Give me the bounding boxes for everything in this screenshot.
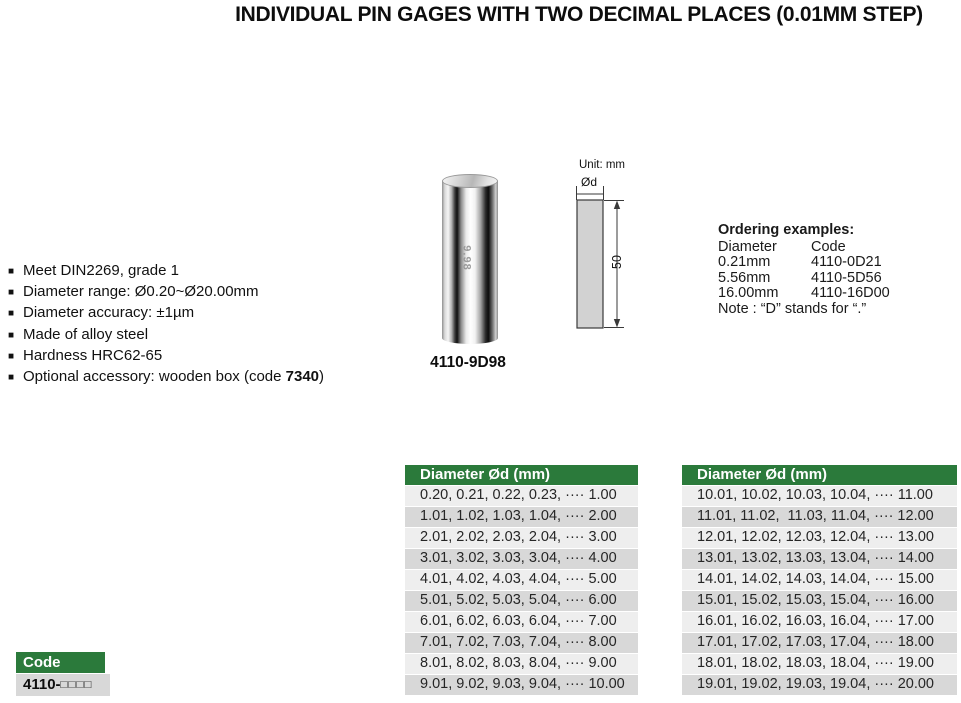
bullet-square-icon: ■ xyxy=(8,372,15,384)
model-number-label: 4110-9D98 xyxy=(430,354,506,371)
diameter-dim-label: Ød xyxy=(581,175,598,189)
ordering-diameter: 0.21mm xyxy=(718,254,771,271)
code-box-value xyxy=(16,674,110,696)
table-row: 13.01, 13.02, 13.03, 13.04, ···· 14.00 xyxy=(682,549,957,569)
ordering-diameter: 5.56mm xyxy=(718,269,771,286)
ordering-col-header-code: Code xyxy=(811,238,846,255)
table-row: 0.20, 0.21, 0.22, 0.23, ···· 1.00 xyxy=(405,486,638,506)
ordering-col-header-diameter: Diameter xyxy=(718,238,777,255)
pin-gage-photo xyxy=(440,174,500,347)
ordering-examples xyxy=(718,223,928,318)
length-dim-label: 50 xyxy=(610,255,624,269)
table-row: 19.01, 19.02, 19.03, 19.04, ···· 20.00 xyxy=(682,675,957,695)
table-row: 6.01, 6.02, 6.03, 6.04, ···· 7.00 xyxy=(405,612,638,632)
pin-size-marking: 9.98 xyxy=(460,245,473,271)
feature-item xyxy=(8,346,324,367)
feature-text: Hardness HRC62-65 xyxy=(23,346,163,364)
feature-item xyxy=(8,325,324,346)
diameter-table-left xyxy=(405,465,638,695)
feature-item xyxy=(8,282,324,303)
accessory-code: 7340 xyxy=(285,368,320,386)
bullet-square-icon: ■ xyxy=(8,329,15,341)
ordering-code: 4110-16D00 xyxy=(811,285,890,302)
table-row: 12.01, 12.02, 12.03, 12.04, ···· 13.00 xyxy=(682,528,957,548)
unit-label: Unit: mm xyxy=(579,159,625,171)
ordering-code: 4110-0D21 xyxy=(811,254,882,271)
bullet-square-icon: ■ xyxy=(8,350,15,362)
feature-list xyxy=(8,261,324,388)
table-row: 18.01, 18.02, 18.03, 18.04, ···· 19.00 xyxy=(682,654,957,674)
table-header: Diameter Ød (mm) xyxy=(405,465,638,485)
table-row: 5.01, 5.02, 5.03, 5.04, ···· 6.00 xyxy=(405,591,638,611)
feature-text: Optional accessory: wooden box (code 7340) xyxy=(23,368,325,386)
table-header: Diameter Ød (mm) xyxy=(682,465,957,485)
table-row: 10.01, 10.02, 10.03, 10.04, ···· 11.00 xyxy=(682,486,957,506)
table-row: 9.01, 9.02, 9.03, 9.04, ···· 10.00 xyxy=(405,675,638,695)
table-row: 2.01, 2.02, 2.03, 2.04, ···· 3.00 xyxy=(405,528,638,548)
bullet-square-icon: ■ xyxy=(8,287,15,299)
feature-item xyxy=(8,261,324,282)
feature-text: Meet DIN2269, grade 1 xyxy=(23,262,179,279)
table-row: 16.01, 16.02, 16.03, 16.04, ···· 17.00 xyxy=(682,612,957,632)
table-row: 8.01, 8.02, 8.03, 8.04, ···· 9.00 xyxy=(405,654,638,674)
bullet-square-icon: ■ xyxy=(8,308,15,320)
table-row: 15.01, 15.02, 15.03, 15.04, ···· 16.00 xyxy=(682,591,957,611)
table-row: 14.01, 14.02, 14.03, 14.04, ···· 15.00 xyxy=(682,570,957,590)
page-title: INDIVIDUAL PIN GAGES WITH TWO DECIMAL PLACES (0.01MM STEP) xyxy=(235,3,923,26)
dimension-drawing xyxy=(563,155,668,345)
code-prefix: 4110- xyxy=(23,676,61,693)
table-row: 7.01, 7.02, 7.03, 7.04, ···· 8.00 xyxy=(405,633,638,653)
code-box xyxy=(16,652,110,696)
table-row: 4.01, 4.02, 4.03, 4.04, ···· 5.00 xyxy=(405,570,638,590)
code-box-header: Code xyxy=(16,652,105,673)
table-row: 1.01, 1.02, 1.03, 1.04, ···· 2.00 xyxy=(405,507,638,527)
ordering-table xyxy=(718,240,928,302)
table-row: 17.01, 17.02, 17.03, 17.04, ···· 18.00 xyxy=(682,633,957,653)
feature-text: Diameter accuracy: ±1µm xyxy=(23,304,195,322)
pin-top-face xyxy=(442,174,498,188)
feature-text: Made of alloy steel xyxy=(23,325,149,343)
ordering-code: 4110-5D56 xyxy=(811,269,882,286)
ordering-heading: Ordering examples: xyxy=(718,222,855,238)
ordering-diameter: 16.00mm xyxy=(718,285,779,302)
feature-item-accessory xyxy=(8,367,324,388)
table-row: 3.01, 3.02, 3.03, 3.04, ···· 4.00 xyxy=(405,549,638,569)
feature-text: Diameter range: Ø0.20~Ø20.00mm xyxy=(23,283,259,301)
ordering-note: Note : “D” stands for “.” xyxy=(718,300,867,317)
code-placeholder-squares: □□□□ xyxy=(60,679,93,691)
diameter-table-right xyxy=(682,465,957,695)
bullet-square-icon: ■ xyxy=(8,266,15,277)
feature-item xyxy=(8,303,324,324)
table-row: 11.01, 11.02, 11.03, 11.04, ···· 12.00 xyxy=(682,507,957,527)
